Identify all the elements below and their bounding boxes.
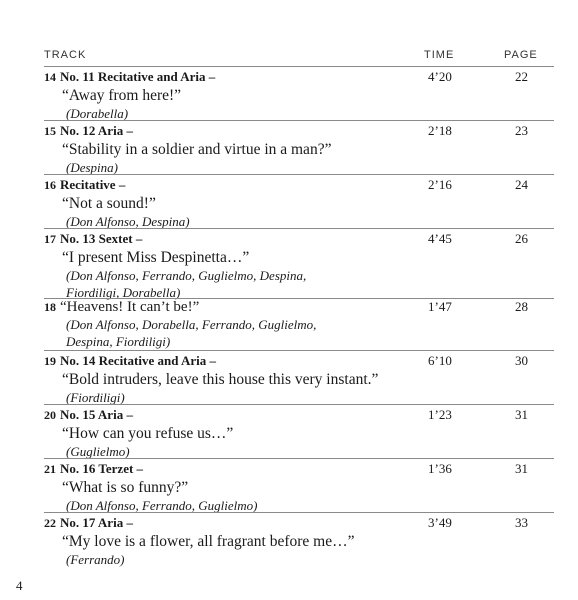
page-column-header: PAGE	[504, 49, 538, 61]
divider	[44, 228, 554, 229]
track-entry	[44, 460, 554, 514]
track-singers: (Guglielmo)	[66, 444, 130, 459]
track-number: 14	[44, 70, 56, 84]
track-singers: (Despina)	[66, 160, 118, 175]
divider	[44, 512, 554, 513]
divider	[44, 120, 554, 121]
track-page: 22	[515, 69, 528, 84]
track-page: 26	[515, 231, 528, 246]
track-page: 23	[515, 123, 528, 138]
track-page: 31	[515, 407, 528, 422]
track-page: 31	[515, 461, 528, 476]
track-singers: (Don Alfonso, Ferrando, Guglielmo)	[66, 498, 258, 513]
track-title: Recitative –	[60, 177, 126, 192]
track-time: 1’23	[428, 407, 452, 422]
track-time: 1’36	[428, 461, 452, 476]
track-quote: “Stability in a soldier and virtue in a man?”	[62, 141, 332, 158]
track-quote: “Away from here!”	[62, 87, 182, 104]
track-title: “Heavens! It can’t be!”	[60, 299, 200, 315]
track-number: 15	[44, 124, 56, 138]
track-title: No. 12 Aria –	[60, 123, 133, 138]
track-page: 24	[515, 177, 528, 192]
track-quote: “My love is a flower, all fragrant before me…”	[62, 533, 355, 550]
page-number: 4	[16, 578, 23, 593]
track-number: 17	[44, 232, 56, 246]
track-entry	[44, 298, 554, 350]
divider	[44, 66, 554, 67]
track-time: 6’10	[428, 353, 452, 368]
track-entry	[44, 230, 554, 301]
track-entry	[44, 68, 554, 122]
track-quote: “Bold intruders, leave this house this very instant.”	[62, 371, 379, 388]
track-number: 21	[44, 462, 56, 476]
divider	[44, 174, 554, 175]
track-singers-cont: Despina, Fiordiligi)	[66, 334, 171, 349]
track-singers: (Ferrando)	[66, 552, 125, 567]
track-column-header: TRACK	[44, 49, 87, 61]
track-title: No. 14 Recitative and Aria –	[60, 353, 216, 368]
track-quote: “What is so funny?”	[62, 479, 189, 496]
track-title: No. 13 Sextet –	[60, 231, 143, 246]
divider	[44, 458, 554, 459]
divider	[44, 404, 554, 405]
track-entry	[44, 514, 554, 568]
track-page: 33	[515, 515, 528, 530]
track-entry	[44, 352, 554, 406]
track-quote: “I present Miss Despinetta…”	[62, 249, 250, 266]
track-page: 28	[515, 299, 528, 314]
track-singers: (Don Alfonso, Ferrando, Guglielmo, Despina,	[66, 268, 307, 283]
track-entry	[44, 176, 554, 230]
track-singers: (Don Alfonso, Dorabella, Ferrando, Guglielmo,	[66, 317, 317, 332]
track-number: 18	[44, 300, 56, 314]
track-time: 1’47	[428, 299, 452, 314]
track-singers-cont: Fiordiligi, Dorabella)	[66, 285, 181, 300]
track-title: No. 15 Aria –	[60, 407, 133, 422]
divider	[44, 350, 554, 351]
time-column-header: TIME	[424, 49, 455, 61]
track-time: 4’20	[428, 69, 452, 84]
track-singers: (Dorabella)	[66, 106, 129, 121]
track-title: No. 11 Recitative and Aria –	[60, 69, 216, 84]
track-time: 2’18	[428, 123, 452, 138]
track-number: 20	[44, 408, 56, 422]
track-singers: (Fiordiligi)	[66, 390, 125, 405]
track-entry	[44, 122, 554, 176]
track-page: 30	[515, 353, 528, 368]
track-number: 22	[44, 516, 56, 530]
track-quote: “How can you refuse us…”	[62, 425, 234, 442]
track-time: 4’45	[428, 231, 452, 246]
track-singers: (Don Alfonso, Despina)	[66, 214, 190, 229]
track-title: No. 17 Aria –	[60, 515, 133, 530]
track-title: No. 16 Terzet –	[60, 461, 144, 476]
track-time: 2’16	[428, 177, 452, 192]
track-number: 19	[44, 354, 56, 368]
track-time: 3’49	[428, 515, 452, 530]
track-number: 16	[44, 178, 56, 192]
track-quote: “Not a sound!”	[62, 195, 156, 212]
track-entry	[44, 406, 554, 460]
